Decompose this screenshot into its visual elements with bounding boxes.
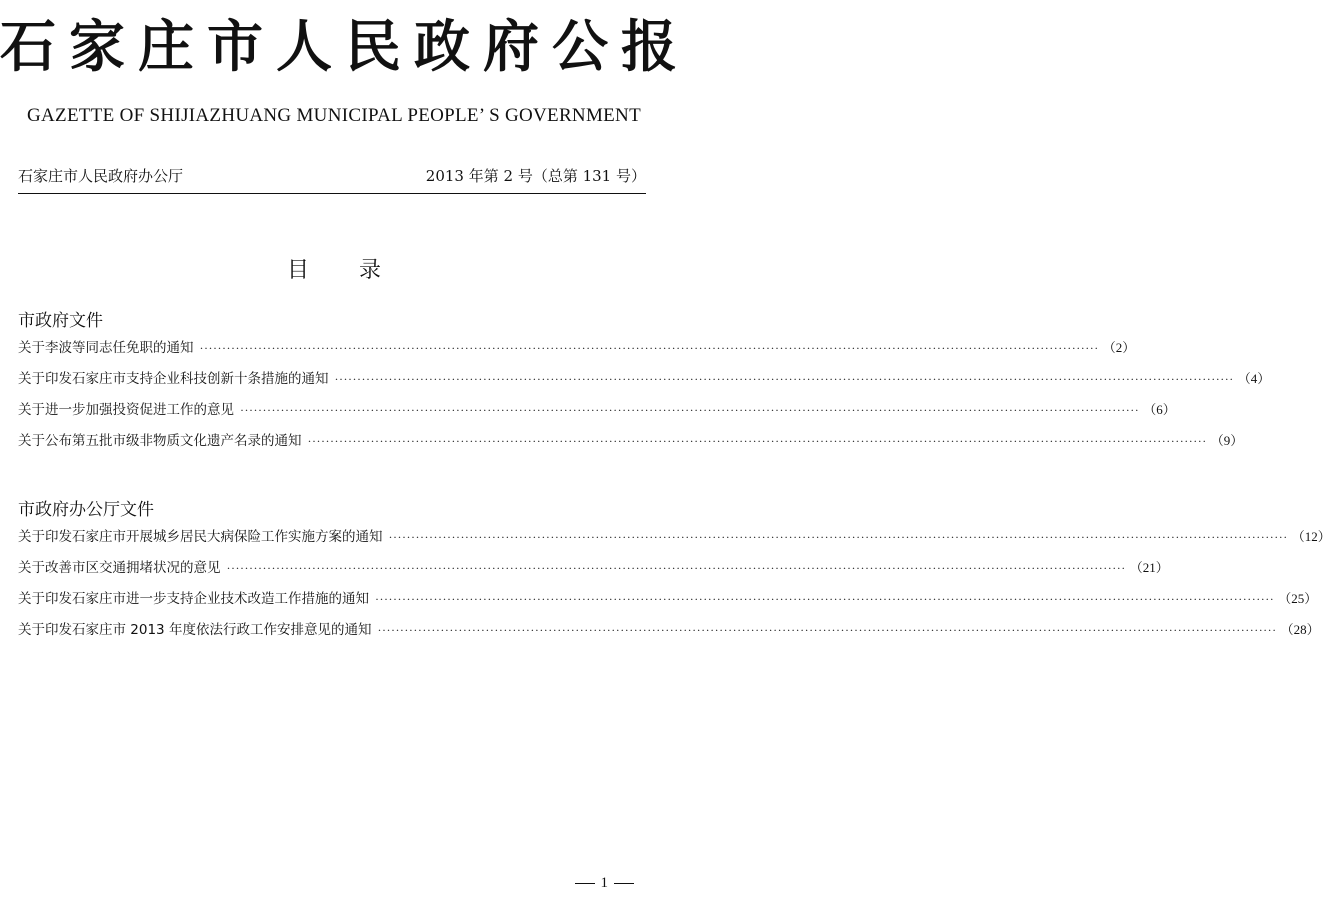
- toc-entry[interactable]: [18, 526, 1331, 557]
- toc-entry[interactable]: [18, 619, 1320, 650]
- toc-entry-title: 关于印发石家庄市进一步支持企业技术改造工作措施的通知: [18, 591, 369, 607]
- toc-entry-title: 关于印发石家庄市 2013 年度依法行政工作安排意见的通知: [18, 622, 372, 638]
- toc-entry-title: 关于进一步加强投资促进工作的意见: [18, 402, 234, 418]
- toc-entry-page: （21）: [1129, 560, 1169, 575]
- toc-entry[interactable]: [18, 588, 1318, 619]
- toc-entry-title: 关于印发石家庄市开展城乡居民大病保险工作实施方案的通知: [18, 529, 383, 545]
- dot-leader: ········································································································································································································: [240, 403, 1140, 417]
- issuing-office: 石家庄市人民政府办公厅: [18, 167, 184, 185]
- section-heading: 市政府办公厅文件: [18, 500, 154, 520]
- toc-section-general-office: [18, 498, 1331, 650]
- issue-line: [18, 164, 646, 188]
- toc-entry-title: 关于改善市区交通拥堵状况的意见: [18, 560, 221, 576]
- gazette-english-title: GAZETTE OF SHIJIAZHUANG MUNICIPAL PEOPLE’ S GOVERNMENT: [27, 105, 641, 126]
- toc-entry-page: （6）: [1143, 402, 1176, 417]
- page-number-value: 1: [600, 875, 608, 891]
- toc-entry-page: （4）: [1237, 371, 1271, 386]
- issue-number: 2013 年第 2 号（总第 131 号）: [425, 167, 646, 185]
- toc-entry[interactable]: [18, 557, 1169, 588]
- toc-entry-title: 关于印发石家庄市支持企业科技创新十条措施的通知: [18, 371, 329, 387]
- page-number-dash: [575, 883, 595, 884]
- toc-entry-title: 关于李波等同志任免职的通知: [18, 340, 194, 356]
- toc-entry-page: （28）: [1280, 622, 1320, 637]
- toc-entry-page: （9）: [1210, 433, 1244, 448]
- toc-title: 目录: [286, 258, 431, 283]
- gazette-title: 石家庄市人民政府公报: [0, 14, 690, 80]
- dot-leader: ········································································································································································································: [388, 530, 1288, 544]
- dot-leader: ········································································································································································································: [199, 341, 1099, 355]
- toc-list: [18, 526, 1331, 650]
- toc-entry-page: （12）: [1291, 529, 1331, 544]
- dot-leader: ········································································································································································································: [226, 561, 1126, 575]
- section-heading: 市政府文件: [18, 311, 103, 331]
- toc-section-municipal-government: [18, 309, 1271, 461]
- toc-entry[interactable]: [18, 368, 1271, 399]
- toc-entry[interactable]: [18, 337, 1136, 368]
- page-number-dash: [614, 883, 634, 884]
- toc-entry-page: （25）: [1278, 591, 1318, 606]
- dot-leader: ········································································································································································································: [334, 372, 1234, 386]
- header-divider: [18, 193, 646, 194]
- dot-leader: ········································································································································································································: [307, 434, 1207, 448]
- page-number: [569, 873, 641, 893]
- dot-leader: ········································································································································································································: [377, 623, 1277, 637]
- toc-entry[interactable]: [18, 430, 1244, 461]
- dot-leader: ········································································································································································································: [375, 592, 1275, 606]
- toc-entry-page: （2）: [1102, 340, 1136, 355]
- toc-entry-title: 关于公布第五批市级非物质文化遗产名录的通知: [18, 433, 302, 449]
- toc-list: [18, 337, 1271, 461]
- toc-entry[interactable]: [18, 399, 1176, 430]
